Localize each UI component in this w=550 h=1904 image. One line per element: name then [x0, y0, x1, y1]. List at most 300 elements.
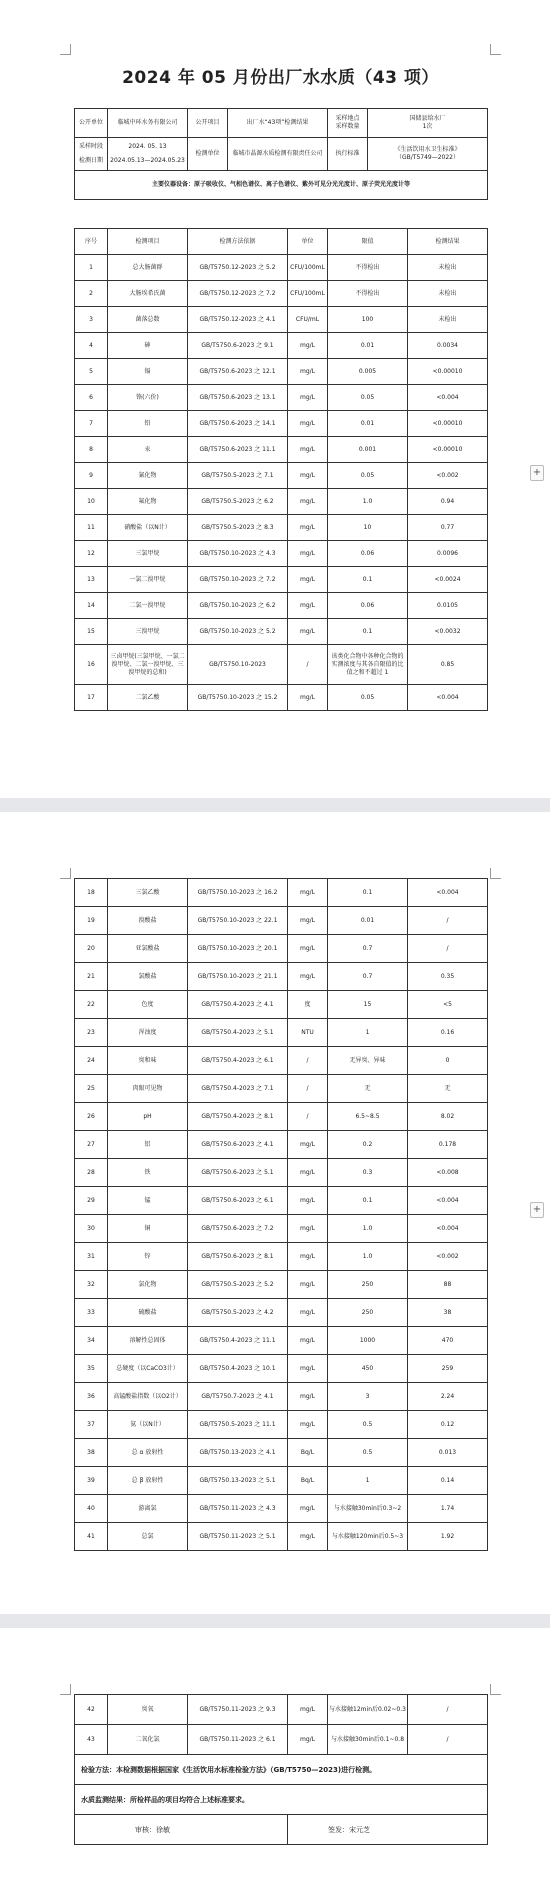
row-no: 2 — [75, 281, 108, 307]
row-method: GB/T5750.11-2023 之 4.3 — [188, 1495, 288, 1523]
row-limit: 不得检出 — [328, 281, 408, 307]
row-no: 10 — [75, 489, 108, 515]
site-label: 采样地点 — [335, 115, 360, 122]
page-gap — [0, 1614, 550, 1628]
issuer: 签发：宋元芝 — [288, 1815, 488, 1845]
table-row — [75, 935, 488, 963]
method-note: 检验方法：本检测数据根据国家《生活饮用水标准检验方法》（GB/T5750—2023)进行检测。 — [75, 1755, 488, 1785]
row-no: 41 — [75, 1523, 108, 1551]
col-no: 序号 — [75, 229, 108, 255]
row-item: 铁 — [108, 1159, 188, 1187]
table-row — [75, 685, 488, 711]
row-result: 未检出 — [408, 307, 488, 333]
table-row — [75, 1467, 488, 1495]
row-limit: 250 — [328, 1271, 408, 1299]
row-no: 18 — [75, 879, 108, 907]
row-unit: mg/L — [288, 1215, 328, 1243]
row-item: 臭和味 — [108, 1047, 188, 1075]
row-unit: mg/L — [288, 463, 328, 489]
dates-labels — [75, 138, 108, 171]
row-unit: CFU/mL — [288, 307, 328, 333]
row-method: GB/T5750.5-2023 之 4.2 — [188, 1299, 288, 1327]
row-limit: 不得检出 — [328, 255, 408, 281]
row-result: 0.0034 — [408, 333, 488, 359]
row-item: 三溴甲烷 — [108, 619, 188, 645]
row-item: 铜 — [108, 1215, 188, 1243]
table-row — [75, 907, 488, 935]
table-body — [75, 255, 488, 645]
row-result: <0.004 — [408, 1187, 488, 1215]
row-no: 4 — [75, 333, 108, 359]
row-unit: mg/L — [288, 567, 328, 593]
row-no: 7 — [75, 411, 108, 437]
table-row — [75, 1131, 488, 1159]
pub-time-value: 2024. 05. 13 — [128, 143, 167, 150]
row-method: GB/T5750.4-2023 之 7.1 — [188, 1075, 288, 1103]
row-unit: mg/L — [288, 359, 328, 385]
row-method: GB/T5750.13-2023 之 5.1 — [188, 1467, 288, 1495]
row-no: 13 — [75, 567, 108, 593]
row-item: 氯酸盐 — [108, 963, 188, 991]
row-limit: 0.3 — [328, 1159, 408, 1187]
row-method: GB/T5750.12-2023 之 7.2 — [188, 281, 288, 307]
row-item: 镉 — [108, 359, 188, 385]
row-item: 总硬度（以CaCO3计） — [108, 1355, 188, 1383]
row-result: 0 — [408, 1047, 488, 1075]
table-row — [75, 437, 488, 463]
page-3 — [74, 1628, 487, 1904]
row-limit: 1 — [328, 1019, 408, 1047]
std-code: （GB/T5749—2022） — [396, 154, 459, 161]
row-unit: mg/L — [288, 1299, 328, 1327]
row-no: 8 — [75, 437, 108, 463]
row-result: 38 — [408, 1299, 488, 1327]
row-limit: 0.1 — [328, 567, 408, 593]
row-item: 大肠埃希氏菌 — [108, 281, 188, 307]
row-unit: mg/L — [288, 489, 328, 515]
table-row — [75, 489, 488, 515]
row-result: / — [408, 935, 488, 963]
row-limit: 10 — [328, 515, 408, 541]
row-no: 31 — [75, 1243, 108, 1271]
row-limit: 15 — [328, 991, 408, 1019]
row-method: GB/T5750.6-2023 之 12.1 — [188, 359, 288, 385]
row-limit: 0.05 — [328, 685, 408, 711]
test-unit-value: 临城市晶源水质检测有限责任公司 — [228, 138, 328, 171]
row-unit: Bq/L — [288, 1467, 328, 1495]
row-unit: mg/L — [288, 1131, 328, 1159]
row-unit: mg/L — [288, 1725, 328, 1755]
row-result: <0.0024 — [408, 567, 488, 593]
results-table-p1 — [74, 228, 488, 711]
table-row — [75, 991, 488, 1019]
row-item: 二氯一溴甲烷 — [108, 593, 188, 619]
row-result: 未检出 — [408, 281, 488, 307]
row-no: 9 — [75, 463, 108, 489]
row-limit: 0.05 — [328, 385, 408, 411]
unit-label: 公开单位 — [75, 109, 108, 138]
table-row — [75, 1327, 488, 1355]
row-unit: mg/L — [288, 541, 328, 567]
add-icon[interactable]: + — [530, 465, 544, 481]
table-row — [75, 1299, 488, 1327]
table-row — [75, 1355, 488, 1383]
row-method: GB/T5750.5-2023 之 8.3 — [188, 515, 288, 541]
row-method: GB/T5750.6-2023 之 6.1 — [188, 1187, 288, 1215]
count-value: 1次 — [422, 123, 433, 130]
std-label: 执行标准 — [328, 138, 368, 171]
row-item: 砷 — [108, 333, 188, 359]
row-method: GB/T5750.10-2023 之 21.1 — [188, 963, 288, 991]
row-no: 28 — [75, 1159, 108, 1187]
conclusion: 水质监测结果：所检样品的项目均符合上述标准要求。 — [75, 1785, 488, 1815]
row-no: 19 — [75, 907, 108, 935]
col-item: 检测项目 — [108, 229, 188, 255]
row-unit: mg/L — [288, 593, 328, 619]
crop-mark — [60, 868, 71, 879]
row-result: <0.004 — [408, 685, 488, 711]
row-result: 0.77 — [408, 515, 488, 541]
pub-time-label: 采样时段 — [78, 143, 103, 150]
row-limit: 0.05 — [328, 463, 408, 489]
table-row — [75, 1439, 488, 1467]
row-no: 24 — [75, 1047, 108, 1075]
table-row — [75, 1411, 488, 1439]
row-no: 12 — [75, 541, 108, 567]
row-result: <0.004 — [408, 1215, 488, 1243]
row-unit: mg/L — [288, 1159, 328, 1187]
row-limit: 0.001 — [328, 437, 408, 463]
row-result: / — [408, 907, 488, 935]
table-row — [75, 411, 488, 437]
row-item: 二氯乙酸 — [108, 685, 188, 711]
row-unit: mg/L — [288, 1695, 328, 1725]
row-no: 34 — [75, 1327, 108, 1355]
row-method: GB/T5750.6-2023 之 5.1 — [188, 1159, 288, 1187]
row-unit: CFU/100mL — [288, 255, 328, 281]
row-method: GB/T5750.5-2023 之 11.1 — [188, 1411, 288, 1439]
row-method: GB/T5750.12-2023 之 4.1 — [188, 307, 288, 333]
row-unit: mg/L — [288, 1495, 328, 1523]
row-no: 22 — [75, 991, 108, 1019]
row-item: 硝酸盐（以N计） — [108, 515, 188, 541]
row-unit: mg/L — [288, 385, 328, 411]
row-method: GB/T5750.4-2023 之 6.1 — [188, 1047, 288, 1075]
row-no: 11 — [75, 515, 108, 541]
row-unit: mg/L — [288, 1355, 328, 1383]
table-row — [75, 541, 488, 567]
row-method: GB/T5750.4-2023 之 4.1 — [188, 991, 288, 1019]
row-no: 43 — [75, 1725, 108, 1755]
row-unit: mg/L — [288, 685, 328, 711]
dates-values — [108, 138, 188, 171]
table-row — [75, 1215, 488, 1243]
table-row — [75, 1725, 488, 1755]
row-item: 二氧化氯 — [108, 1725, 188, 1755]
row-item: 氟化物 — [108, 489, 188, 515]
row-method: GB/T5750.10-2023 之 20.1 — [188, 935, 288, 963]
row-method: GB/T5750.6-2023 之 13.1 — [188, 385, 288, 411]
row-method: GB/T5750.10-2023 之 5.2 — [188, 619, 288, 645]
row-unit: mg/L — [288, 515, 328, 541]
row-method: GB/T5750.5-2023 之 5.2 — [188, 1271, 288, 1299]
row-limit: 1.0 — [328, 1215, 408, 1243]
row-method: GB/T5750.5-2023 之 6.2 — [188, 489, 288, 515]
row-limit: 该类化合物中各种化合物的实测浓度与其各自限值的比值之和不超过 1 — [328, 645, 408, 685]
row-limit: 0.7 — [328, 963, 408, 991]
site-count-values — [368, 109, 488, 138]
row-unit: mg/L — [288, 963, 328, 991]
row-method: GB/T5750.10-2023 之 22.1 — [188, 907, 288, 935]
row-item: 高锰酸盐指数（以O2计） — [108, 1383, 188, 1411]
row-unit: mg/L — [288, 619, 328, 645]
row-result: 0.0096 — [408, 541, 488, 567]
row-limit: 0.1 — [328, 879, 408, 907]
add-icon[interactable]: + — [530, 1202, 544, 1218]
row-result: <0.004 — [408, 385, 488, 411]
col-unit: 单位 — [288, 229, 328, 255]
row-result: <0.0032 — [408, 619, 488, 645]
row-result: <0.00010 — [408, 411, 488, 437]
row-result: 2.24 — [408, 1383, 488, 1411]
table-row — [75, 963, 488, 991]
page-2 — [74, 812, 487, 1582]
crop-mark — [490, 1684, 501, 1695]
row-result: <0.008 — [408, 1159, 488, 1187]
row-item: 菌落总数 — [108, 307, 188, 333]
std-value: 《生活饮用水卫生标准》 — [394, 146, 461, 153]
test-date-value: 2024.05.13—2024.05.23 — [110, 157, 185, 164]
row-item: 三氯乙酸 — [108, 879, 188, 907]
row-method: GB/T5750.6-2023 之 11.1 — [188, 437, 288, 463]
table-row — [75, 593, 488, 619]
table-row — [75, 1047, 488, 1075]
row-unit: mg/L — [288, 1187, 328, 1215]
row-limit: 250 — [328, 1299, 408, 1327]
table-row — [75, 1495, 488, 1523]
row-limit: 0.06 — [328, 541, 408, 567]
table-row — [75, 1523, 488, 1551]
table-row — [75, 1159, 488, 1187]
row-item: 铬(六价) — [108, 385, 188, 411]
row-limit: 6.5~8.5 — [328, 1103, 408, 1131]
row-method: GB/T5750.12-2023 之 5.2 — [188, 255, 288, 281]
row-unit: mg/L — [288, 411, 328, 437]
col-limit: 限值 — [328, 229, 408, 255]
table-row — [75, 1075, 488, 1103]
row-item: 汞 — [108, 437, 188, 463]
site-count-labels — [328, 109, 368, 138]
row-item: 一氯二溴甲烷 — [108, 567, 188, 593]
row-method: GB/T5750.4-2023 之 11.1 — [188, 1327, 288, 1355]
table-row — [75, 1103, 488, 1131]
table-row — [75, 1019, 488, 1047]
row-result: 0.85 — [408, 645, 488, 685]
row-limit: 0.01 — [328, 411, 408, 437]
table-row — [75, 307, 488, 333]
row-unit: 度 — [288, 991, 328, 1019]
row-limit: 1 — [328, 1467, 408, 1495]
row-no: 1 — [75, 255, 108, 281]
test-unit-label: 检测单位 — [188, 138, 228, 171]
row-method: GB/T5750.4-2023 之 10.1 — [188, 1355, 288, 1383]
row-unit: / — [288, 645, 328, 685]
row-limit: 0.01 — [328, 333, 408, 359]
row-no: 35 — [75, 1355, 108, 1383]
table-body — [75, 879, 488, 1551]
row-limit: 1.0 — [328, 489, 408, 515]
row-no: 14 — [75, 593, 108, 619]
results-table-p3 — [74, 1694, 488, 1845]
row-no: 42 — [75, 1695, 108, 1725]
row-unit: mg/L — [288, 1243, 328, 1271]
row-limit: 与水接触120min后0.5~3 — [328, 1523, 408, 1551]
table-row — [75, 255, 488, 281]
auditor: 审核：徐敏 — [75, 1815, 288, 1845]
row-item: 肉眼可见物 — [108, 1075, 188, 1103]
row-item: 亚氯酸盐 — [108, 935, 188, 963]
row-item: 臭氧 — [108, 1695, 188, 1725]
row-item: 铅 — [108, 411, 188, 437]
unit-value: 临城中环水务有限公司 — [108, 109, 188, 138]
crop-mark — [490, 868, 501, 879]
row-item: 铝 — [108, 1131, 188, 1159]
row-method: GB/T5750.10-2023 之 6.2 — [188, 593, 288, 619]
row-limit: 1.0 — [328, 1243, 408, 1271]
row-method: GB/T5750.10-2023 — [188, 645, 288, 685]
page-1 — [74, 0, 487, 766]
row-limit: 0.06 — [328, 593, 408, 619]
table-row — [75, 359, 488, 385]
row-result: 1.74 — [408, 1495, 488, 1523]
row-result: 0.013 — [408, 1439, 488, 1467]
row-result: 0.16 — [408, 1019, 488, 1047]
row-unit: / — [288, 1103, 328, 1131]
row-method: GB/T5750.11-2023 之 6.1 — [188, 1725, 288, 1755]
row-limit: 0.5 — [328, 1439, 408, 1467]
row-item: 溶解性总固体 — [108, 1327, 188, 1355]
crop-mark — [490, 44, 501, 55]
row-unit: mg/L — [288, 907, 328, 935]
row-item: 硫酸盐 — [108, 1299, 188, 1327]
test-date-label: 检测日期 — [78, 157, 103, 164]
row-method: GB/T5750.6-2023 之 4.1 — [188, 1131, 288, 1159]
row-result: <0.002 — [408, 463, 488, 489]
row-no: 36 — [75, 1383, 108, 1411]
row-result: 无 — [408, 1075, 488, 1103]
row-result: <0.00010 — [408, 437, 488, 463]
instruments-text: 主要仪器设备：原子吸收仪、气相色谱仪、离子色谱仪、紫外可见分光光度计、原子荧光光度计等 — [75, 171, 488, 200]
col-method: 检测方法依据 — [188, 229, 288, 255]
row-result: 0.94 — [408, 489, 488, 515]
row-no: 3 — [75, 307, 108, 333]
row-result: 8.02 — [408, 1103, 488, 1131]
row-item: 氯化物 — [108, 1271, 188, 1299]
row-limit: 0.1 — [328, 619, 408, 645]
item-value: 出厂水“43项”检测结果 — [228, 109, 328, 138]
site-value: 国储县给水厂 — [409, 115, 446, 122]
row-method: GB/T5750.10-2023 之 7.2 — [188, 567, 288, 593]
table-row — [75, 1243, 488, 1271]
row-result: 0.35 — [408, 963, 488, 991]
row-item: 总 α 放射性 — [108, 1439, 188, 1467]
row-method: GB/T5750.10-2023 之 16.2 — [188, 879, 288, 907]
row-limit: 100 — [328, 307, 408, 333]
table-row — [75, 1383, 488, 1411]
item-label: 公开项目 — [188, 109, 228, 138]
row-item: 氨（以N计） — [108, 1411, 188, 1439]
row-method: GB/T5750.6-2023 之 9.1 — [188, 333, 288, 359]
row-no: 23 — [75, 1019, 108, 1047]
std-values — [368, 138, 488, 171]
row-result: <0.002 — [408, 1243, 488, 1271]
row-limit: 0.005 — [328, 359, 408, 385]
row-item: 三氯甲烷 — [108, 541, 188, 567]
row-no: 17 — [75, 685, 108, 711]
table-row — [75, 1695, 488, 1725]
row-no: 16 — [75, 645, 108, 685]
table-row — [75, 1271, 488, 1299]
table-row — [75, 645, 488, 685]
table-row — [75, 619, 488, 645]
table-row — [75, 463, 488, 489]
row-limit: 0.7 — [328, 935, 408, 963]
row-unit: NTU — [288, 1019, 328, 1047]
row-unit: mg/L — [288, 437, 328, 463]
row-result: 259 — [408, 1355, 488, 1383]
crop-mark — [60, 44, 71, 55]
col-result: 检测结果 — [408, 229, 488, 255]
table-row — [75, 281, 488, 307]
count-label: 采样数量 — [335, 123, 360, 130]
row-no: 30 — [75, 1215, 108, 1243]
row-limit: 无异臭、异味 — [328, 1047, 408, 1075]
row-method: GB/T5750.10-2023 之 4.3 — [188, 541, 288, 567]
row-item: 总大肠菌群 — [108, 255, 188, 281]
row-no: 29 — [75, 1187, 108, 1215]
row-result: 0.178 — [408, 1131, 488, 1159]
row-no: 27 — [75, 1131, 108, 1159]
table-row — [75, 879, 488, 907]
row-limit: 3 — [328, 1383, 408, 1411]
row-no: 25 — [75, 1075, 108, 1103]
table-row — [75, 567, 488, 593]
row-item: 色度 — [108, 991, 188, 1019]
row-no: 21 — [75, 963, 108, 991]
table-row — [75, 385, 488, 411]
row-result: / — [408, 1725, 488, 1755]
row-limit: 0.2 — [328, 1131, 408, 1159]
row-unit: mg/L — [288, 1411, 328, 1439]
row-item: 总 β 放射性 — [108, 1467, 188, 1495]
row-result: / — [408, 1695, 488, 1725]
row-result: 88 — [408, 1271, 488, 1299]
row-no: 15 — [75, 619, 108, 645]
row-result: 0.14 — [408, 1467, 488, 1495]
row-unit: mg/L — [288, 1271, 328, 1299]
row-method: GB/T5750.11-2023 之 9.3 — [188, 1695, 288, 1725]
row-item: 总氯 — [108, 1523, 188, 1551]
table-row — [75, 515, 488, 541]
row-limit: 与水接触12min后0.02~0.3 — [328, 1695, 408, 1725]
row-result: <0.00010 — [408, 359, 488, 385]
row-unit: mg/L — [288, 333, 328, 359]
row-result: 0.0105 — [408, 593, 488, 619]
row-item: 三卤甲烷(三氯甲烷、一氯二溴甲烷、二氯一溴甲烷、三溴甲烷的总和) — [108, 645, 188, 685]
crop-mark — [60, 1684, 71, 1695]
page-gap — [0, 798, 550, 812]
row-unit: / — [288, 1075, 328, 1103]
